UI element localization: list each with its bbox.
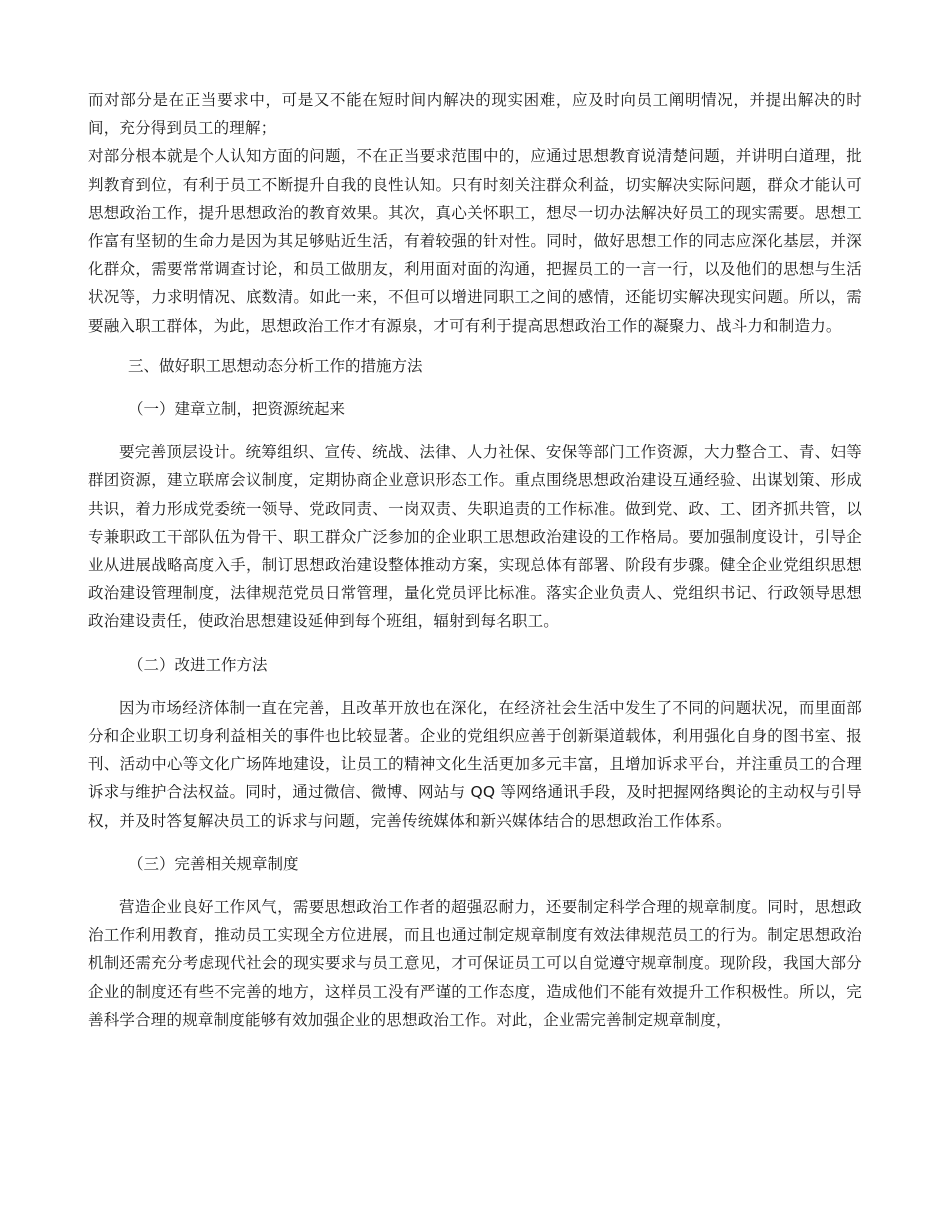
paragraph-1: 而对部分是在正当要求中，可是又不能在短时间内解决的现实困难，应及时向员工阐明情况，并提出解决的时间，充分得到员工的理解； xyxy=(88,91,862,138)
subheading-2: （二）改进工作方法 xyxy=(128,655,268,674)
section-heading-3: 三、做好职工思想动态分析工作的措施方法 xyxy=(128,356,423,375)
paragraph-2: 对部分根本就是个人认知方面的问题，不在正当要求范围中的，应通过思想教育说清楚问题，并讲明白道理，批判教育到位，有利于员工不断提升自我的良性认知。只有时刻关注群众利益，切实解决实际问题，群众才能认可思想政治工作，提升思想政治的教育效果。其次，真心关怀职工，想尽一切办法解决好员工的现实需要。思想工作富有坚韧的生命力是因为其足够贴近生活，有着较强的针对性。同时，做好思想工作的同志应深化基层，并深化群众，需要常常调查讨论，和员工做朋友，利用面对面的沟通，把握员工的一言一行，以及他们的思想与生活状况等，力求明情况、底数清。如此一来，不但可以增进同职工之间的感情，还能切实解决现实问题。所以，需要融入职工群体，为此，思想政治工作才有源泉，才可有利于提高思想政治工作的凝聚力、战斗力和制造力。 xyxy=(88,147,862,335)
subheading-3: （三）完善相关规章制度 xyxy=(128,854,299,873)
document-page xyxy=(88,86,862,1034)
paragraph-5: 营造企业良好工作风气，需要思想政治工作者的超强忍耐力，还要制定科学合理的规章制度。同时，思想政治工作利用教育，推动员工实现全方位进展，而且也通过制定规章制度有效法律规范员工的行为。制定思想政治机制还需充分考虑现代社会的现实要求与员工意见，才可保证员工可以自觉遵守规章制度。现阶段，我国大部分企业的制度还有些不完善的地方，这样员工没有严谨的工作态度，造成他们不能有效提升工作积极性。所以，完善科学合理的规章制度能够有效加强企业的思想政治工作。对此，企业需完善制定规章制度， xyxy=(88,898,862,1029)
paragraph-4: 因为市场经济体制一直在完善，且改革开放也在深化，在经济社会生活中发生了不同的问题状况，而里面部分和企业职工切身利益相关的事件也比较显著。企业的党组织应善于创新渠道载体，利用强化自身的图书室、报刊、活动中心等文化广场阵地建设，让员工的精神文化生活更加多元丰富，且增加诉求平台，并注重员工的合理诉求与维护合法权益。同时，通过微信、微博、网站与 QQ 等网络通讯手段，及时把握网络舆论的主动权与引导权，并及时答复解决员工的诉求与问题，完善传统媒体和新兴媒体结合的思想政治工作体系。 xyxy=(88,698,862,830)
paragraph-3: 要完善顶层设计。统筹组织、宣传、统战、法律、人力社保、安保等部门工作资源，大力整合工、青、妇等群团资源，建立联席会议制度，定期协商企业意识形态工作。重点围绕思想政治建设互通经验、出谋划策、形成共识，着力形成党委统一领导、党政同责、一岗双责、失职追责的工作标准。做到党、政、工、团齐抓共管，以专兼职政工干部队伍为骨干、职工群众广泛参加的企业职工思想政治建设的工作格局。要加强制度设计，引导企业从进展战略高度入手，制订思想政治建设整体推动方案，实现总体有部署、阶段有步骤。健全企业党组织思想政治建设管理制度，法律规范党员日常管理，量化党员评比标准。落实企业负责人、党组织书记、行政领导思想政治建设责任，使政治思想建设延伸到每个班组，辐射到每名职工。 xyxy=(88,443,862,631)
subheading-1: （一）建章立制，把资源统起来 xyxy=(128,400,346,419)
